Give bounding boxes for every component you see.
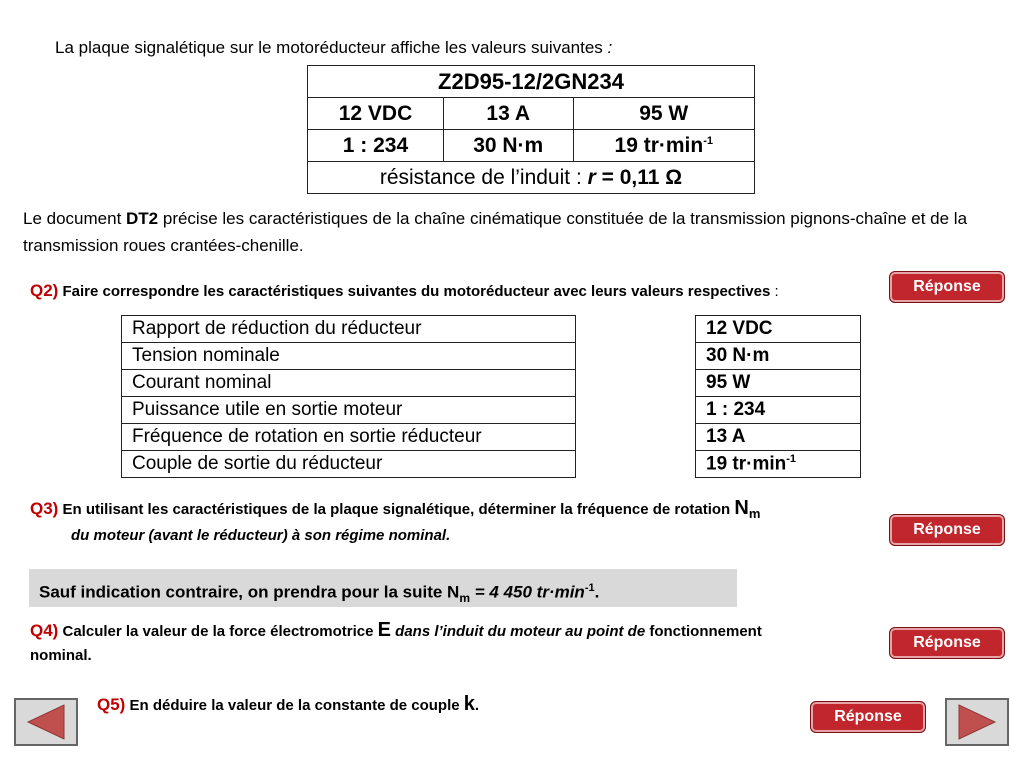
value-item[interactable]: 1 : 234 bbox=[696, 397, 861, 424]
previous-slide-button[interactable] bbox=[14, 698, 78, 746]
q3-answer-button[interactable]: Réponse bbox=[889, 514, 1005, 546]
characteristic-item[interactable]: Puissance utile en sortie moteur bbox=[122, 397, 576, 424]
question-q4-line2: nominal. bbox=[30, 647, 92, 664]
nameplate-power: 95 W bbox=[573, 98, 755, 130]
values-table bbox=[695, 315, 861, 478]
intro-text: La plaque signalétique sur le motoréducteur affiche les valeurs suivantes : bbox=[55, 38, 613, 57]
characteristic-item[interactable]: Courant nominal bbox=[122, 370, 576, 397]
nameplate-ratio: 1 : 234 bbox=[308, 130, 444, 162]
q4-answer-button[interactable]: Réponse bbox=[889, 627, 1005, 659]
triangle-right-icon bbox=[947, 700, 1007, 744]
characteristic-item[interactable]: Fréquence de rotation en sortie réducteur bbox=[122, 424, 576, 451]
nameplate-model: Z2D95-12/2GN234 bbox=[308, 66, 755, 98]
question-q2: Q2) Faire correspondre les caractéristiques suivantes du motoréducteur avec leurs valeurs respectives : bbox=[30, 281, 779, 300]
nameplate-speed: 19 $tr\cdot\min^{-1}$ bbox=[573, 130, 755, 162]
value-item[interactable]: 95 W bbox=[696, 370, 861, 397]
document-paragraph: Le document DT2 précise les caractéristiques de la chaîne cinématique constituée de la transmission pignons-chaîne et de la transmission roues crantées-chenille. bbox=[23, 209, 968, 255]
nameplate-resistance: résistance de l’induit : r = 0,11 Ω bbox=[308, 162, 755, 194]
question-q4: Q4) Calculer la valeur de la force électromotrice E dans l’induit du moteur au point de fonctionnement bbox=[30, 619, 762, 641]
characteristics-table bbox=[121, 315, 576, 478]
nameplate-current: 13 A bbox=[443, 98, 573, 130]
q5-answer-button[interactable]: Réponse bbox=[810, 701, 926, 733]
triangle-left-icon bbox=[16, 700, 76, 744]
q2-answer-button[interactable]: Réponse bbox=[889, 271, 1005, 303]
characteristic-item[interactable]: Rapport de réduction du réducteur bbox=[122, 316, 576, 343]
value-item[interactable]: 13 A bbox=[696, 424, 861, 451]
characteristic-item[interactable]: Couple de sortie du réducteur bbox=[122, 451, 576, 478]
value-item[interactable]: 12 VDC bbox=[696, 316, 861, 343]
question-q3-line2: du moteur (avant le réducteur) à son régime nominal. bbox=[71, 527, 451, 544]
nameplate-torque: 30 N·m bbox=[443, 130, 573, 162]
question-q5: Q5) En déduire la valeur de la constante de couple k. bbox=[97, 693, 480, 715]
value-item[interactable]: 30 N·m bbox=[696, 343, 861, 370]
nameplate-table bbox=[307, 65, 755, 194]
value-item[interactable]: 19 $tr\cdot\min^{-1}$ bbox=[696, 451, 861, 478]
question-q3: Q3) En utilisant les caractéristiques de la plaque signalétique, déterminer la fréquence de rotation $N_m$ bbox=[30, 497, 761, 522]
next-slide-button[interactable] bbox=[945, 698, 1009, 746]
note-banner: Sauf indication contraire, on prendra pour la suite $N_m = 4$ 450 $tr\cdot\min^{-1}$. bbox=[29, 569, 737, 607]
nameplate-voltage: 12 VDC bbox=[308, 98, 444, 130]
characteristic-item[interactable]: Tension nominale bbox=[122, 343, 576, 370]
